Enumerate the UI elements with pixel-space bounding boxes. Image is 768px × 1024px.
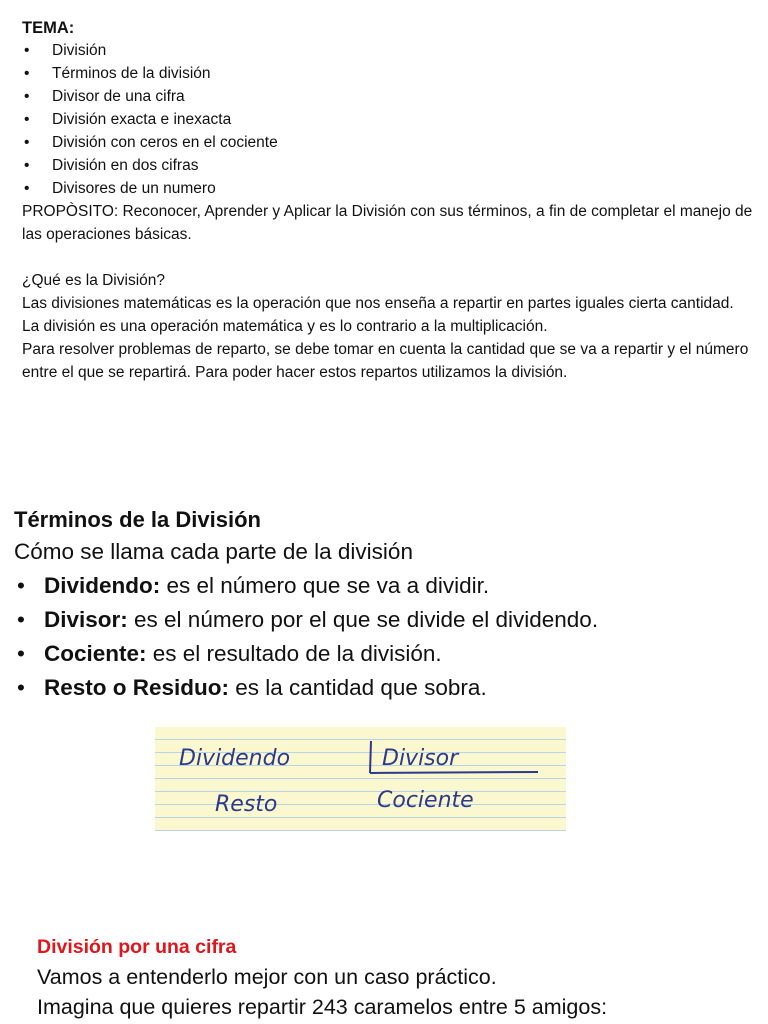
term-name: Resto o Residuo: xyxy=(44,675,230,700)
diagram-resto: Resto xyxy=(215,792,278,817)
intro-section xyxy=(22,17,762,384)
terms-heading: Términos de la División xyxy=(14,507,261,532)
term-name: Dividendo: xyxy=(44,573,161,598)
terms-section xyxy=(14,505,759,705)
term-name: Cociente: xyxy=(44,641,147,666)
term-definition: es el resultado de la división. xyxy=(146,641,442,666)
division-diagram xyxy=(155,727,566,831)
paragraph: La división es una operación matemática y es lo contrario a la multiplicación. xyxy=(22,318,548,335)
topic-item: • División xyxy=(22,39,762,62)
one-digit-heading: División por una cifra xyxy=(37,936,237,958)
division-diagram-drawing xyxy=(155,727,566,831)
topic-list xyxy=(22,39,762,200)
paragraph: Imagina que quieres repartir 243 caramelos entre 5 amigos: xyxy=(37,995,608,1019)
term-item xyxy=(14,671,759,705)
tema-label: TEMA: xyxy=(22,19,75,37)
bullet-icon: • xyxy=(17,573,25,598)
term-name: Divisor: xyxy=(44,607,128,632)
diagram-divisor: Divisor xyxy=(382,746,459,771)
bullet-icon: • xyxy=(17,641,25,666)
bullet-icon: • xyxy=(24,157,30,174)
term-item xyxy=(14,637,759,671)
diagram-cociente: Cociente xyxy=(377,788,474,813)
bullet-icon: • xyxy=(24,111,30,128)
topic-item: • División exacta e inexacta xyxy=(22,108,762,131)
terms-list xyxy=(14,569,759,705)
bullet-icon: • xyxy=(24,180,30,197)
proposito-text: PROPÒSITO: Reconocer, Aprender y Aplicar la División con sus términos, a fin de completar el manejo de las operaciones básicas. xyxy=(22,203,753,243)
term-item xyxy=(14,603,759,637)
topic-item: • Términos de la división xyxy=(22,62,762,85)
bullet-icon: • xyxy=(24,134,30,151)
bullet-icon: • xyxy=(17,607,25,632)
term-definition: es el número por el que se divide el dividendo. xyxy=(127,607,599,632)
term-definition: es la cantidad que sobra. xyxy=(229,675,487,700)
question-heading: ¿Qué es la División? xyxy=(22,272,166,289)
division-vertical-line xyxy=(370,741,371,773)
topic-item: • Divisor de una cifra xyxy=(22,85,762,108)
diagram-dividendo: Dividendo xyxy=(179,746,291,771)
terms-subtitle: Cómo se llama cada parte de la división xyxy=(14,539,413,564)
paragraph: Para resolver problemas de reparto, se debe tomar en cuenta la cantidad que se va a repartir y el número entre el que se repartirá. Para poder hacer estos repartos utilizamos la división. xyxy=(22,341,749,381)
spacer xyxy=(22,246,762,269)
one-digit-section xyxy=(37,932,757,1022)
term-item xyxy=(14,569,759,603)
topic-item: • División en dos cifras xyxy=(22,154,762,177)
paragraph: Vamos a entenderlo mejor con un caso práctico. xyxy=(37,965,497,989)
bullet-icon: • xyxy=(17,675,25,700)
term-definition: es el número que se va a dividir. xyxy=(160,573,490,598)
topic-item: • División con ceros en el cociente xyxy=(22,131,762,154)
bullet-icon: • xyxy=(24,42,30,59)
paragraph: Las divisiones matemáticas es la operación que nos enseña a repartir en partes iguales cierta cantidad. xyxy=(22,295,734,312)
division-horizontal-line xyxy=(370,772,538,773)
bullet-icon: • xyxy=(24,65,30,82)
bullet-icon: • xyxy=(24,88,30,105)
topic-item: • Divisores de un numero xyxy=(22,177,762,200)
